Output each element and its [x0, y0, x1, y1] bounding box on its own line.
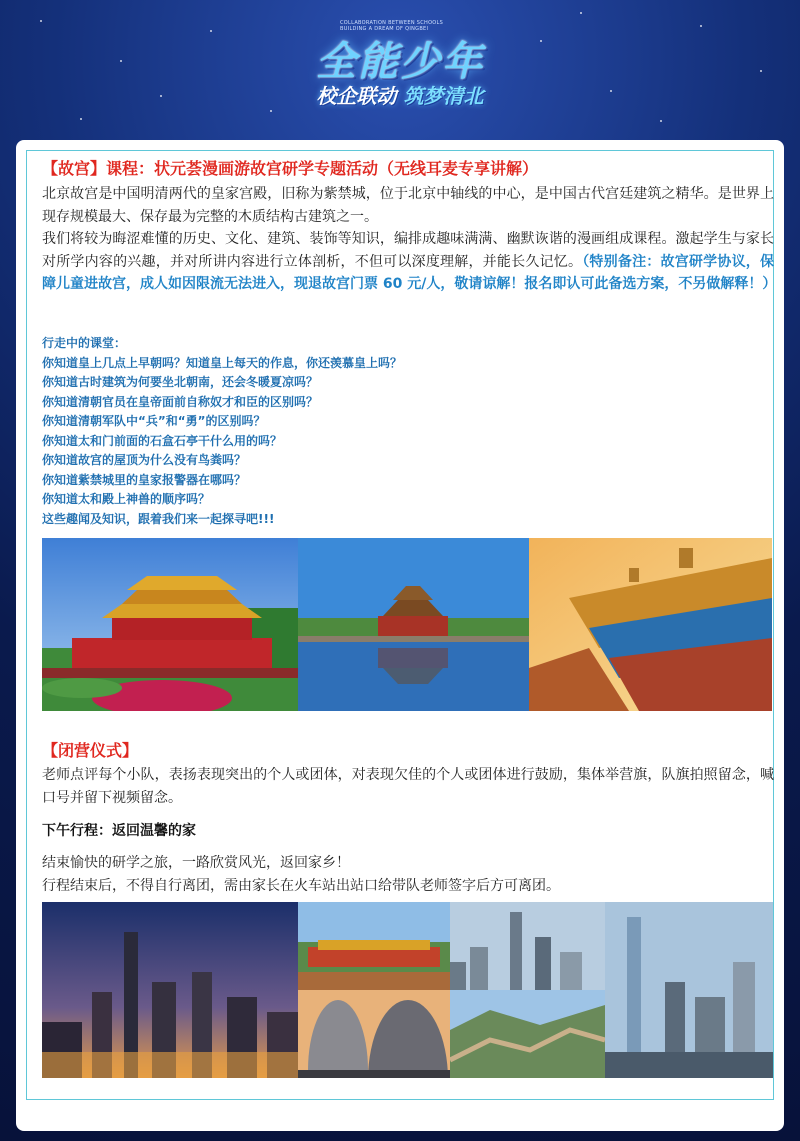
- beijing-night-photo: [42, 902, 298, 1078]
- palace-roof-photo: [529, 538, 772, 711]
- afternoon-text: 结束愉快的研学之旅，一路欣赏风光，返回家乡！ 行程结束后，不得自行离团，需由家长在火车站出站口给带队老师签字后方可离团。: [42, 855, 560, 894]
- list-item: 你知道清朝官员在皇帝面前自称奴才和臣的区别吗？: [42, 394, 319, 409]
- question-list: [42, 334, 562, 529]
- header-subtitle: 校企联动 筑梦清北: [316, 84, 484, 108]
- palace-special-note: （特别备注：故宫研学协议，保障儿童进故宫，成人如因限流无法进入，现退故宫门票 60 元/人，敬请谅解！报名即认可此备选方案，不另做解释！）: [42, 253, 777, 292]
- list-item: 行走中的课堂：: [42, 336, 127, 350]
- palace-intro: 北京故宫是中国明清两代的皇家宫殿，旧称为紫禁城，位于北京中轴线的中心，是中国古代宫廷建筑之精华。是世界上现存规模最大、保存最为完整的木质结构古建筑之一。 我们将较为晦涩难懂的历史、文化、建筑、装饰等知识，编排成趣味满满、幽默诙谐的漫画组成课程。激起学生与家长对所学内容的兴趣，并对所讲内容进行立体剖析，不但可以深度理解，并能长久记忆。（特别备注：故宫研学协议，保障儿童进故宫，成人如因限流无法进入，现退故宫门票 60 元/人，敬请谅解！报名即认可此备选方案，不另做解释！）: [42, 186, 777, 292]
- list-item: 你知道太和门前面的石盒石亭干什么用的吗？: [42, 433, 283, 448]
- header-title: 全能少年: [316, 39, 484, 85]
- cbd-skyline-photo: [450, 902, 605, 990]
- great-wall-photo: [450, 990, 605, 1078]
- list-item: 你知道太和殿上神兽的顺序吗？: [42, 492, 211, 506]
- header-english-tagline: COLLABORATION BETWEEN SCHOOLS BUILDING A DREAM OF QINGBEI: [340, 20, 444, 32]
- forbidden-city-aerial-photo: [298, 902, 450, 990]
- palace-section-title: 【故宫】课程：状元荟漫画游故宫研学专题活动（无线耳麦专享讲解）: [42, 159, 539, 178]
- page-header: [0, 0, 800, 140]
- list-item: 你知道紫禁城里的皇家报警器在哪吗？: [42, 472, 247, 487]
- closing-text: 老师点评每个小队，表扬表现突出的个人或团体，对表现欠佳的个人或团体进行鼓励，集体举营旗，队旗拍照留念，喊口号并留下视频留念。: [42, 767, 774, 806]
- closing-section-title: 【闭营仪式】: [42, 741, 139, 760]
- list-item: 这些趣闻及知识，跟着我们来一起探寻吧!!!: [42, 511, 275, 526]
- list-item: 你知道古时建筑为何要坐北朝南，还会冬暖夏凉吗？: [42, 375, 319, 389]
- list-item: 你知道故宫的屋顶为什么没有鸟粪吗？: [42, 453, 247, 467]
- afternoon-title: 下午行程：返回温馨的家: [42, 823, 196, 839]
- china-zun-photo: [605, 902, 773, 1078]
- tiananmen-photo: [42, 538, 298, 711]
- corner-tower-photo: [298, 538, 529, 711]
- list-item: 你知道清朝军队中“兵”和“勇”的区别吗？: [42, 414, 266, 428]
- wangjing-soho-photo: [298, 990, 450, 1078]
- list-item: 你知道皇上几点上早朝吗？知道皇上每天的作息，你还羡慕皇上吗？: [42, 355, 403, 370]
